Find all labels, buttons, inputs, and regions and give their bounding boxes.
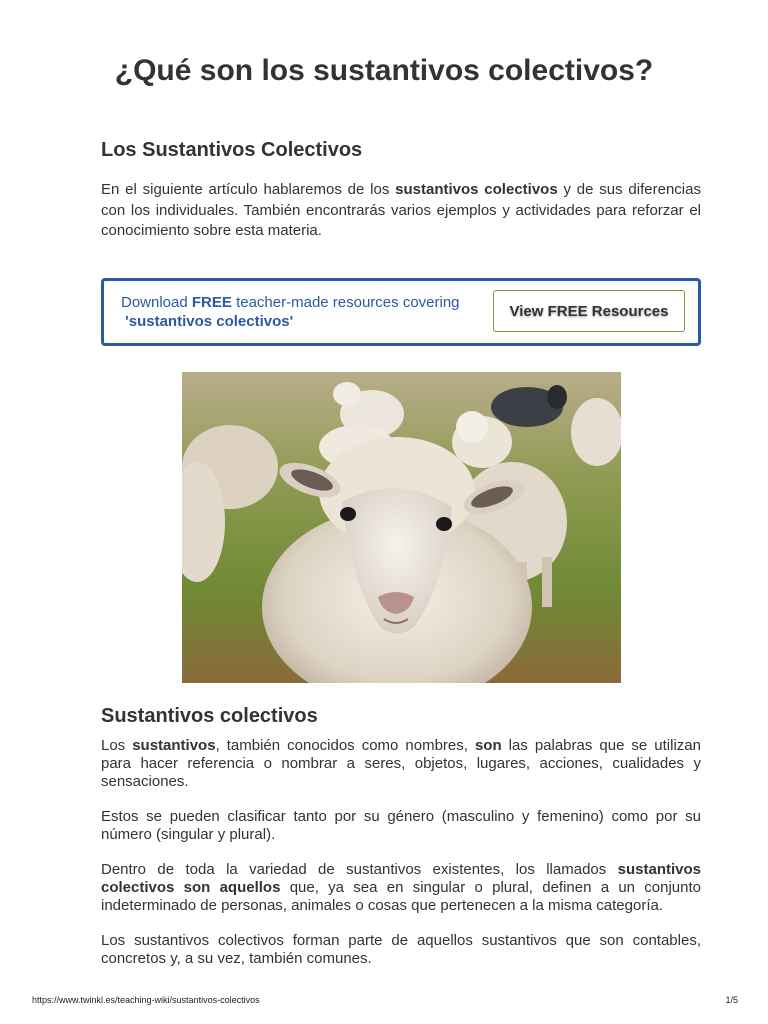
- intro-paragraph: En el siguiente artículo hablaremos de los sustantivos colectivos y de sus diferencias con los individuales. También encontrarás varios ejemplos y actividades para reforzar el conocimiento sobre esta materia.: [101, 181, 701, 239]
- view-free-resources-button[interactable]: View FREE Resources: [493, 290, 685, 332]
- paragraph-3: Dentro de toda la variedad de sustantivos existentes, los llamados sustantivos colectivos son aquellos que, ya sea en singular o plural, definen a un conjunto indeterminado de personas, animales o cosas que pertenecen a la misma categoría.: [101, 861, 701, 914]
- section-collective-nouns: [101, 703, 701, 968]
- section-intro: [101, 137, 701, 242]
- section-heading-collective: Sustantivos colectivos: [101, 705, 318, 727]
- banner-text: Download FREE teacher-made resources covering 'sustantivos colectivos': [121, 294, 460, 330]
- sheep-photo: [182, 372, 621, 683]
- paragraph-2: Estos se pueden clasificar tanto por su género (masculino y femenino) como por su número (singular y plural).: [101, 808, 701, 843]
- paragraph-1: Los sustantivos, también conocidos como nombres, son las palabras que se utilizan para hacer referencia o nombrar a seres, objetos, lugares, acciones, cualidades y sensaciones.: [101, 737, 701, 790]
- section-heading-intro: Los Sustantivos Colectivos: [101, 139, 363, 161]
- footer-url[interactable]: https://www.twinkl.es/teaching-wiki/sustantivos-colectivos: [32, 995, 260, 1005]
- page-title: ¿Qué son los sustantivos colectivos?: [114, 54, 654, 87]
- resources-banner: [101, 278, 701, 346]
- page-number: 1/5: [725, 995, 738, 1005]
- paragraph-4: Los sustantivos colectivos forman parte de aquellos sustantivos que son contables, concretos y, a su vez, también comunes.: [101, 932, 701, 967]
